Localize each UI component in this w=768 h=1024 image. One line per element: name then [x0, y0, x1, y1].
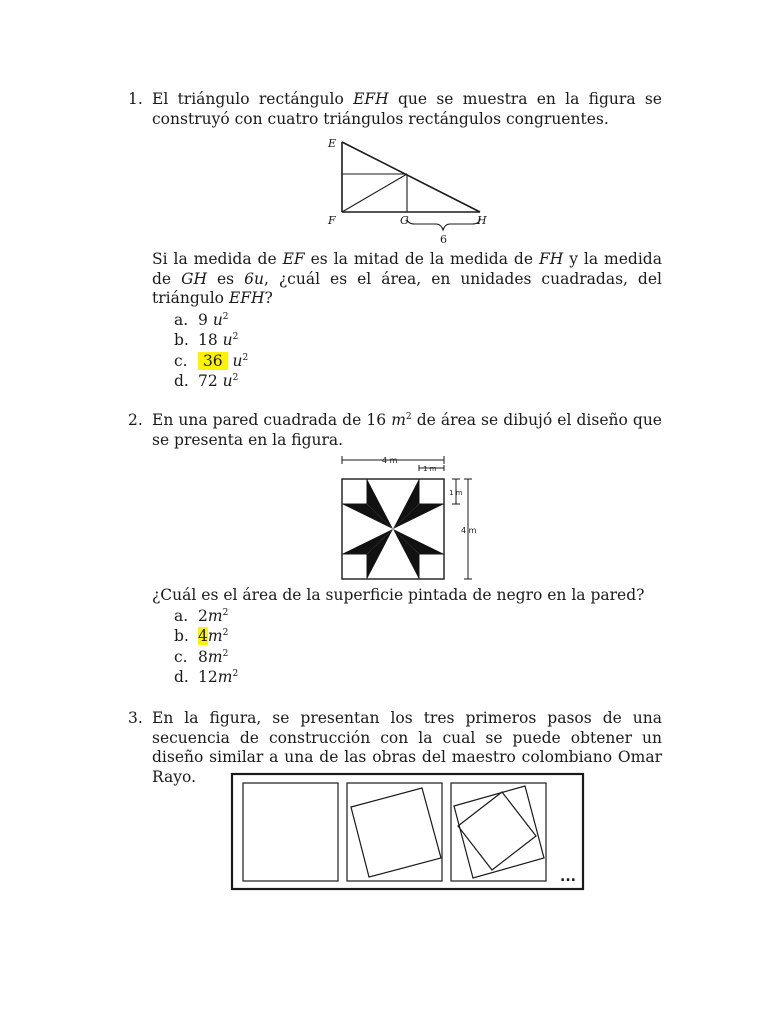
- body-text: , ¿cuál es el área, en unidades cuadradas, del triángulo: [152, 269, 662, 307]
- prompt-text: El triángulo rectángulo: [152, 90, 344, 108]
- option-d[interactable]: [174, 668, 662, 689]
- option-a[interactable]: [174, 607, 662, 628]
- triangle-efh-figure: [320, 136, 500, 248]
- option-b[interactable]: [174, 627, 662, 648]
- question-prompt: En la figura, se presentan los tres primeros pasos de una secuencia de construcción con la cual se puede obtener un diseño similar a una de las obras del maestro colombiano Omar Rayo.: [152, 709, 662, 786]
- width-label-4m: 4 m: [382, 456, 398, 465]
- option-letter: a.: [174, 606, 189, 625]
- option-value: 2: [198, 606, 208, 625]
- option-letter: b.: [174, 331, 189, 349]
- question-2: [128, 411, 662, 450]
- option-value: 9: [198, 310, 208, 329]
- option-exponent: 2: [222, 311, 229, 322]
- question-1-body: [128, 250, 662, 393]
- option-unit: u: [222, 372, 233, 390]
- body-text: es: [216, 269, 235, 288]
- option-value: 18: [198, 331, 218, 349]
- option-exponent: 2: [232, 668, 239, 679]
- option-unit: m: [207, 606, 223, 625]
- answer-options: [174, 607, 662, 689]
- option-c[interactable]: [174, 648, 662, 669]
- measure-6u: 6u: [244, 269, 264, 288]
- label-f: F: [328, 214, 336, 227]
- option-unit: m: [217, 668, 233, 686]
- segment-ef: EF: [282, 250, 305, 268]
- label-e: E: [328, 137, 337, 150]
- height-label-4m: 4 m: [461, 526, 477, 535]
- option-unit: m: [207, 627, 223, 645]
- sequence-ellipsis: ...: [560, 869, 576, 885]
- question-body: ¿Cuál es el área de la superficie pintada de negro en la pared?: [152, 586, 645, 604]
- label-h: H: [477, 214, 487, 227]
- option-letter: a.: [174, 310, 189, 329]
- option-value: 8: [198, 647, 208, 666]
- option-unit: u: [232, 351, 243, 370]
- option-unit: u: [222, 331, 233, 349]
- option-letter: c.: [174, 647, 188, 666]
- prompt-text: En una pared cuadrada de: [152, 411, 362, 429]
- question-prompt: [152, 90, 662, 129]
- height-label-1m: 1 m: [449, 489, 463, 497]
- area-unit: m: [391, 411, 406, 429]
- label-6: 6: [440, 233, 447, 246]
- option-unit: m: [207, 647, 223, 666]
- question-2-body: [128, 586, 662, 689]
- option-exponent: 2: [242, 352, 249, 363]
- body-text: ?: [264, 289, 273, 307]
- option-letter: c.: [174, 351, 188, 370]
- highlighted-answer: [198, 352, 228, 370]
- question-prompt: [152, 411, 662, 450]
- wall-star-figure: [336, 452, 486, 584]
- option-value: 12: [198, 668, 218, 686]
- option-exponent: 2: [222, 648, 229, 659]
- highlighted-answer: [198, 627, 208, 645]
- option-d[interactable]: [174, 372, 662, 393]
- option-exponent: 2: [232, 331, 239, 342]
- option-letter: d.: [174, 668, 189, 686]
- question-number: 1.: [128, 90, 143, 108]
- label-g: G: [400, 214, 409, 227]
- option-letter: d.: [174, 372, 189, 390]
- prompt-text: que se muestra en la figura se construyó con cuatro triángulos rectángulos congruentes.: [152, 90, 662, 128]
- option-exponent: 2: [232, 372, 239, 383]
- answer-options: [174, 311, 662, 393]
- prompt-text: de área se dibujó el diseño que se presenta en la figura.: [152, 411, 662, 449]
- option-exponent: 2: [222, 627, 229, 638]
- option-value: 36: [202, 351, 223, 370]
- body-text: Si la medida de: [152, 250, 277, 268]
- option-b[interactable]: [174, 331, 662, 352]
- triangle-name: EFH: [353, 90, 389, 108]
- option-letter: b.: [174, 627, 189, 645]
- width-label-1m: 1 m: [423, 465, 437, 473]
- body-text: y la medida de: [152, 250, 662, 288]
- option-a[interactable]: [174, 311, 662, 332]
- rayo-sequence-figure: [230, 772, 586, 892]
- question-number: 2.: [128, 411, 143, 429]
- segment-fh: FH: [538, 250, 564, 268]
- question-number: 3.: [128, 709, 143, 727]
- area-exponent: 2: [405, 411, 412, 422]
- option-value: 72: [198, 372, 218, 390]
- question-body: [152, 250, 662, 309]
- area-value: 16: [366, 411, 387, 429]
- segment-gh: GH: [181, 269, 207, 288]
- question-1: [128, 90, 662, 129]
- option-c[interactable]: [174, 352, 662, 373]
- option-exponent: 2: [222, 607, 229, 618]
- triangle-name: EFH: [228, 289, 265, 307]
- option-unit: u: [212, 310, 223, 329]
- option-value: 4: [198, 627, 208, 645]
- body-text: es la mitad de la medida de: [310, 250, 533, 268]
